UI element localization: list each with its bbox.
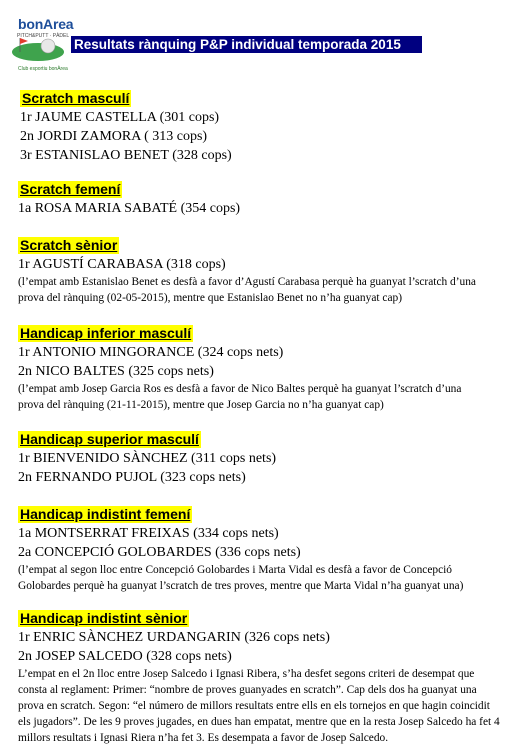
result-line: 1r ANTONIO MINGORANCE (324 cops nets) [18, 345, 284, 360]
tie-note: (l’empat al segon lloc entre Concepció Golobardes i Marta Vidal es desfà a favor de Concepció [18, 564, 453, 576]
tie-note: (l’empat amb Josep Garcia Ros es desfà a favor de Nico Baltes perquè ha guanyat l’scratch d’una [18, 383, 462, 395]
section-heading: Handicap superior masculí [20, 431, 199, 447]
section-handicap-indistint-senior [18, 610, 504, 746]
result-line: 1a MONTSERRAT FREIXAS (334 cops nets) [18, 526, 279, 541]
section-heading: Scratch masculí [22, 90, 130, 106]
section-heading: Handicap indistint femení [20, 506, 191, 522]
result-line: 1r BIENVENIDO SÀNCHEZ (311 cops nets) [18, 451, 277, 466]
result-line: 2n JOSEP SALCEDO (328 cops nets) [18, 649, 232, 664]
section-scratch-femeni [18, 181, 240, 218]
tie-break-paragraph: L’empat en el 2n lloc entre Josep Salcedo i Ignasi Ribera, s’ha desfet segons criteri de desempat que consta al reglament: Primer: “nombre de proves guanyades en scratch”. Cap dels dos ha guanyat una prova en scratch. Segon: “el número de millors resultats entre ells en els tornejos en que hagin coincidit els jugadors”. De les 9 proves jugades, en dues han empatat, mentre que en la resta Josep Salcedo ha fet 4 millors resultats i Ignasi Riera n’ha fet 3. Es desempata a favor de Josep Salcedo. [18, 668, 500, 744]
result-line: 2n NICO BALTES (325 cops nets) [18, 364, 214, 379]
section-scratch-masculi [20, 90, 232, 165]
section-heading: Handicap indistint sènior [20, 610, 188, 626]
result-line: 1a ROSA MARIA SABATÉ (354 cops) [18, 201, 241, 216]
result-line: 3r ESTANISLAO BENET (328 cops) [20, 148, 232, 163]
tie-note: Golobardes perquè ha guanyat l’scratch de tres proves, mentre que Marta Vidal n’ha guanyat una) [18, 580, 464, 592]
tie-note: prova del rànquing (02-05-2015), mentre que Estanislao Benet no n’ha guanyat cap) [18, 292, 402, 304]
logo-subtitle: PITCH&PUTT · PÀDEL [17, 33, 70, 39]
logo-club: Club esportiu bonÀrea [18, 66, 68, 72]
section-heading: Scratch femení [20, 181, 121, 197]
result-line: 2n FERNANDO PUJOL (323 cops nets) [18, 470, 246, 485]
tie-note: (l’empat amb Estanislao Benet es desfà a favor d’Agustí Carabasa perquè ha guanyat l’scratch d’una [18, 276, 476, 288]
result-line: 2a CONCEPCIÓ GOLOBARDES (336 cops nets) [18, 545, 301, 560]
section-handicap-superior-masculi [18, 431, 276, 487]
tie-note: prova del rànquing (21-11-2015), mentre que Josep Garcia no n’ha guanyat cap) [18, 399, 384, 411]
section-scratch-senior [18, 237, 476, 306]
section-handicap-inferior-masculi [18, 325, 461, 413]
section-heading: Scratch sènior [20, 237, 118, 253]
result-line: 2n JORDI ZAMORA ( 313 cops) [20, 129, 208, 144]
result-line: 1r AGUSTÍ CARABASA (318 cops) [18, 257, 226, 272]
section-handicap-indistint-femeni [18, 506, 463, 594]
logo-name: bonArea [18, 16, 74, 32]
result-line: 1r ENRIC SÀNCHEZ URDANGARIN (326 cops nets) [18, 630, 330, 645]
page-title: Resultats rànquing P&P individual temporada 2015 [71, 36, 422, 53]
result-line: 1r JAUME CASTELLA (301 cops) [20, 110, 220, 125]
section-heading: Handicap inferior masculí [20, 325, 192, 341]
club-logo [8, 6, 74, 72]
